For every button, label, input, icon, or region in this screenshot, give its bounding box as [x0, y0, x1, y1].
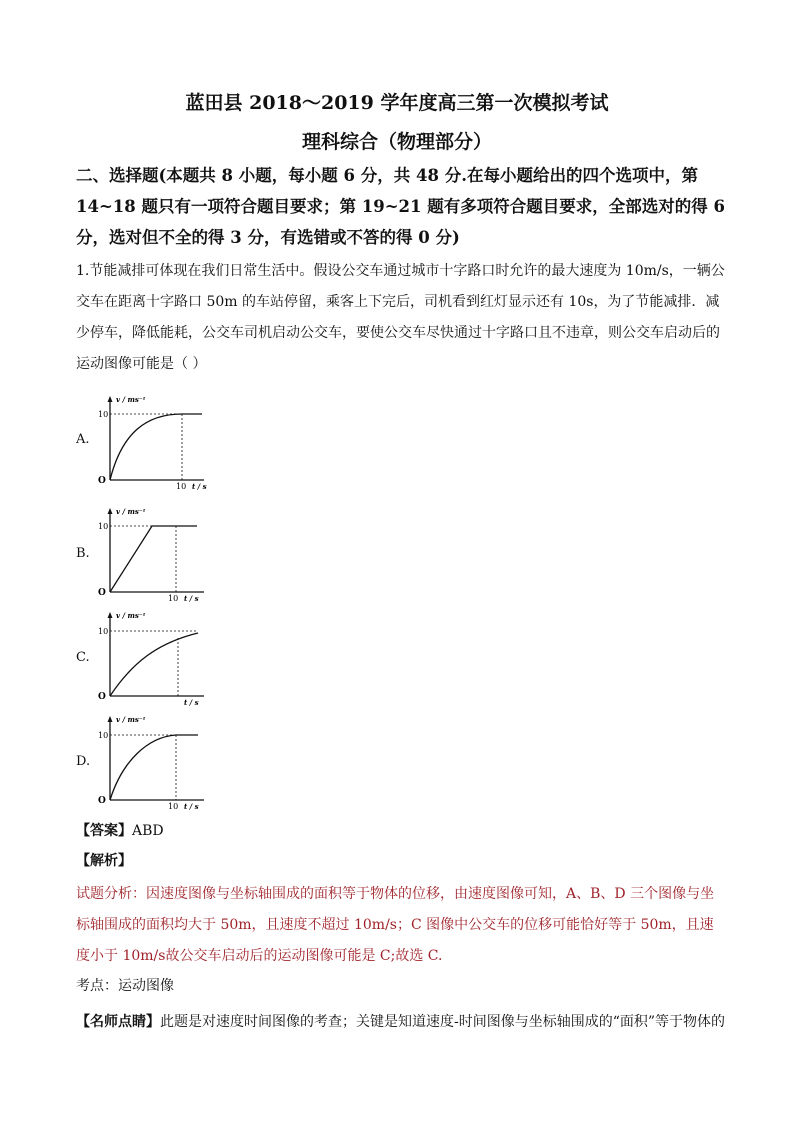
y-tick-label: 10 — [98, 731, 109, 740]
y-axis-arrow — [108, 612, 113, 618]
y-tick-label: 10 — [98, 410, 109, 419]
kaodian-text: 考点：运动图像 — [76, 978, 174, 994]
x-axis-label: t / s — [184, 698, 199, 707]
answer-line — [76, 820, 164, 840]
origin-label: O — [98, 476, 106, 486]
option-c-graph — [92, 608, 217, 708]
v-t-curve — [110, 414, 202, 480]
v-t-curve — [110, 633, 198, 696]
question-text: 1.节能减排可体现在我们日常生活中。假设公交车通过城市十字路口时允许的最大速度为 10m/s，一辆公交车在距离十字路口 50m 的车站停留，乘客上下完后，司机看到红灯显示还有 10s，为了节能减排．减少停车，降低能耗，公交车司机启动公交车，要使公交车尽快通过十字路口且不违章，则公交车启动后的运动图像可能是（ ） — [76, 263, 725, 372]
x-axis-label: t / s — [184, 802, 199, 811]
option-d-graph — [92, 712, 217, 812]
y-axis-arrow — [108, 396, 113, 402]
option-a-graph — [92, 392, 217, 492]
mingshi-line — [76, 1007, 726, 1038]
y-tick-label: 10 — [98, 627, 109, 636]
option-b-label: B. — [76, 546, 90, 561]
origin-label: O — [98, 692, 106, 702]
y-axis-label: v / ms⁻¹ — [116, 611, 146, 620]
exam-subtitle: 理科综合（物理部分） — [301, 131, 492, 153]
x-tick-label: 10 — [168, 802, 179, 811]
analysis-text: 试题分析：因速度图像与坐标轴围成的面积等于物体的位移，由速度图像可知，A、B、D 三个图像与坐标轴围成的面积均大于 50m，且速度不超过 10m/s；C 图像中公交车的位移可能恰好等于 50m，且速度小于 10m/s故公交车启动后的运动图像可能是 C;故选 C. — [76, 886, 715, 964]
x-tick-label: 10 — [168, 594, 179, 603]
exam-title: 蓝田县 2018～2019 学年度高三第一次模拟考试 — [185, 92, 609, 114]
mingshi-tag: 【名师点睛】 — [76, 1014, 160, 1030]
v-t-curve — [110, 526, 197, 592]
option-d-label: D. — [76, 754, 91, 769]
x-axis-label: t / s — [192, 482, 207, 491]
origin-label: O — [98, 588, 106, 598]
y-axis-label: v / ms⁻¹ — [116, 507, 146, 516]
option-c-label: C. — [76, 650, 90, 665]
y-axis-label: v / ms⁻¹ — [116, 395, 146, 404]
option-b-graph — [92, 504, 217, 604]
y-axis-arrow — [108, 508, 113, 514]
section-instructions: 二、选择题(本题共 8 小题，每小题 6 分，共 48 分.在每小题给出的四个选项中，第 14~18 题只有一项符合题目要求；第 19~21 题有多项符合题目要求，全部选对的得 6 分，选对但不全的得 3 分，有选错或不答的得 0 分) — [76, 166, 725, 247]
origin-label: O — [98, 796, 106, 806]
option-a-label: A. — [76, 432, 90, 447]
answer-tag: 【答案】 — [76, 823, 132, 839]
answer-value: ABD — [132, 823, 164, 839]
x-axis-label: t / s — [184, 594, 199, 603]
y-tick-label: 10 — [98, 522, 109, 531]
y-axis-arrow — [108, 716, 113, 722]
v-t-curve — [110, 735, 198, 800]
y-axis-label: v / ms⁻¹ — [116, 715, 146, 724]
mingshi-text: 此题是对速度时间图像的考查；关键是知道速度-时间图像与坐标轴围成的“面积”等于物体的 — [160, 1014, 726, 1030]
analysis-tag: 【解析】 — [76, 853, 132, 869]
x-tick-label: 10 — [176, 482, 187, 491]
